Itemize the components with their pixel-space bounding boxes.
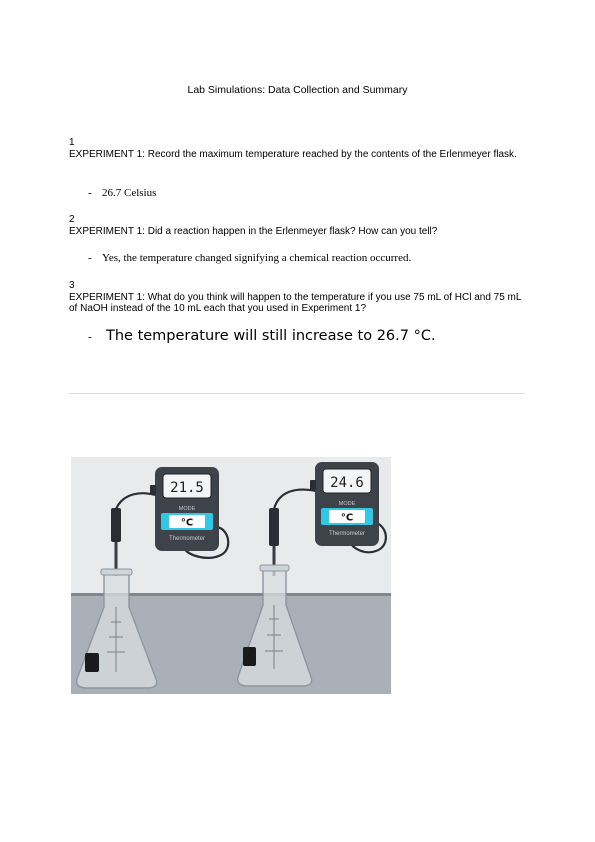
right-device-label: Thermometer (328, 531, 366, 537)
right-meter-reading: 24.6 (330, 475, 364, 491)
question-number: 3 (69, 280, 75, 291)
left-mode-label: MODE (178, 506, 196, 512)
left-device-label: Thermometer (168, 536, 206, 542)
right-unit-button: °C (340, 512, 354, 524)
question-text: EXPERIMENT 1: Record the maximum temperature reached by the contents of the Erlenmeyer flask. (69, 148, 517, 160)
page-title: Lab Simulations: Data Collection and Summary (187, 84, 408, 96)
answer-text: 26.7 Celsius (102, 187, 157, 199)
left-meter-reading: 21.5 (170, 480, 204, 496)
question-text: EXPERIMENT 1: What do you think will happen to the temperature if you use 75 mL of HCl and 75 mL of NaOH instead of the 10 mL each that you used in Experiment 1? (69, 291, 522, 314)
right-thermometer-meter (310, 462, 379, 546)
question-number: 2 (69, 214, 75, 225)
left-probe-handle (111, 508, 121, 542)
left-thermometer-meter (150, 467, 219, 551)
question-2 (69, 214, 529, 237)
left-unit-button: °C (180, 517, 194, 529)
right-probe-handle (269, 508, 279, 546)
answer-1 (88, 187, 156, 199)
right-mode-label: MODE (338, 501, 356, 507)
horizontal-divider (69, 393, 525, 394)
answer-text: The temperature will still increase to 26.7 °C. (106, 328, 436, 344)
answer-3 (88, 328, 436, 344)
question-1 (69, 137, 529, 160)
question-text: EXPERIMENT 1: Did a reaction happen in the Erlenmeyer flask? How can you tell? (69, 225, 438, 237)
answer-2 (88, 252, 411, 264)
thermometer-flasks-figure (71, 457, 391, 694)
bullet-dash: - (88, 187, 92, 199)
question-3 (69, 280, 529, 315)
answer-text: Yes, the temperature changed signifying a chemical reaction occurred. (102, 252, 412, 264)
bullet-dash: - (88, 252, 92, 264)
question-number: 1 (69, 137, 75, 148)
bullet-dash: - (88, 331, 92, 343)
